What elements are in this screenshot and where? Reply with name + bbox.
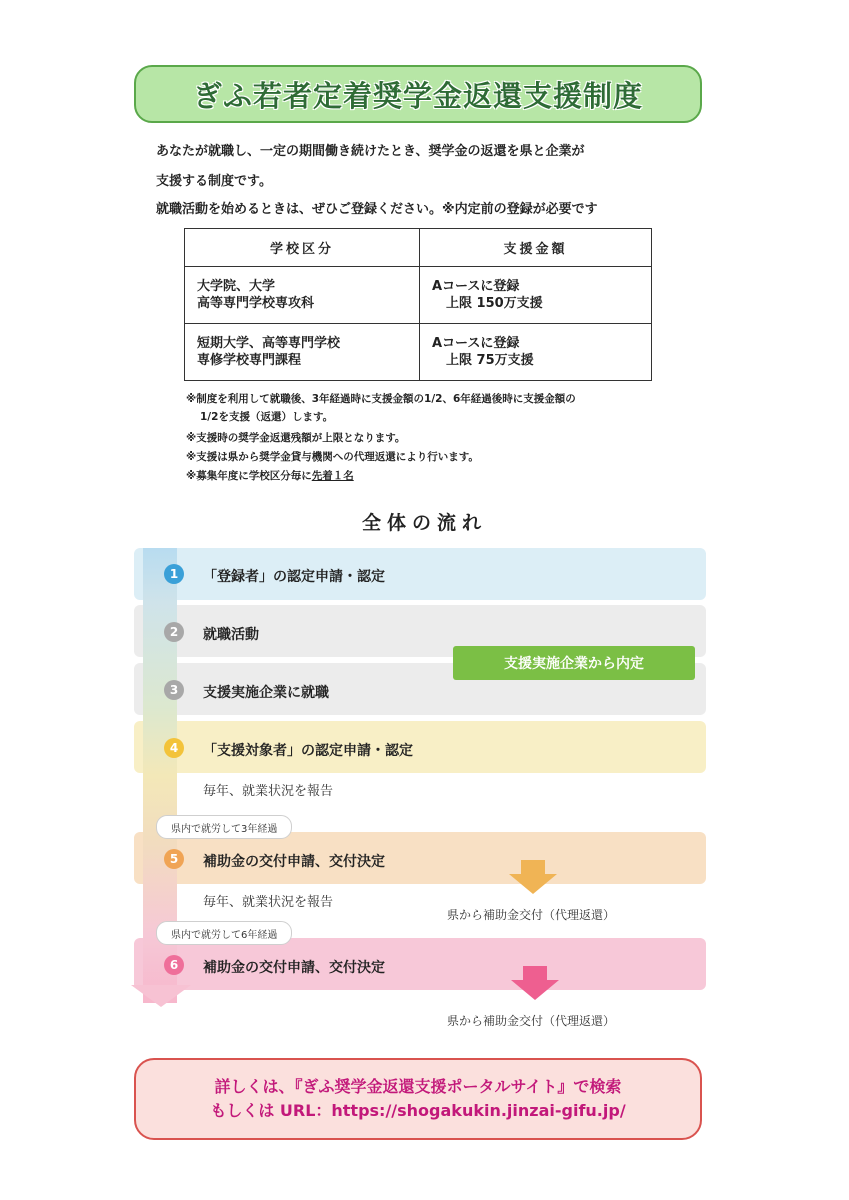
job-offer-badge: 支援実施企業から内定	[453, 646, 695, 680]
step-label: 「支援対象者」の認定申請・認定	[203, 743, 413, 759]
intro-line-2: 支援する制度です。	[156, 174, 272, 189]
page-title: ぎふ若者定着奨学金返還支援制度	[192, 78, 643, 113]
step-number-icon: 4	[164, 738, 184, 758]
support-amount-table	[184, 228, 652, 381]
six-year-pill: 県内で就労して6年経過	[156, 921, 292, 945]
step-number-icon: 6	[164, 955, 184, 975]
step-number-icon: 2	[164, 622, 184, 642]
step-label: 「登録者」の認定申請・認定	[203, 569, 385, 585]
table-cell-school	[185, 324, 420, 381]
amount-text: 上限 150万支援	[446, 296, 543, 311]
step-number-icon: 1	[164, 564, 184, 584]
grant-note-2: 県から補助金交付（代理返還）	[447, 1014, 616, 1028]
table-row	[185, 324, 652, 381]
step-number-icon: 5	[164, 849, 184, 869]
school-text: 専修学校専門課程	[197, 353, 302, 368]
note-3: ※支援は県から奨学金貸与機関への代理返還により行います。	[186, 451, 479, 463]
note-4-text: ※募集年度に学校区分毎に	[186, 470, 312, 482]
grant-arrow-1-head-icon	[509, 874, 557, 894]
table-header-school: 学校区分	[185, 229, 420, 267]
footer-line-1: 詳しくは、『ぎふ奨学金返還支援ポータルサイト』で検索	[214, 1077, 622, 1096]
note-4	[186, 468, 354, 483]
school-text: 高等専門学校専攻科	[197, 296, 315, 311]
step-number-icon: 3	[164, 680, 184, 700]
step-label: 補助金の交付申請、交付決定	[203, 960, 385, 976]
school-text: 短期大学、高等専門学校	[197, 336, 341, 351]
grant-arrow-2-icon	[523, 966, 547, 980]
flow-title: 全体の流れ	[361, 512, 487, 534]
table-header-row	[185, 229, 652, 267]
table-cell-amount	[420, 324, 652, 381]
step-label: 補助金の交付申請、交付決定	[203, 854, 385, 870]
footer-box	[134, 1058, 702, 1140]
grant-arrow-1-icon	[521, 860, 545, 874]
table-cell-amount	[420, 267, 652, 324]
note-1-cont: 1/2を支援（返還）します。	[200, 411, 334, 423]
flow-down-arrow-icon	[131, 985, 191, 1007]
school-text: 大学院、大学	[197, 279, 276, 294]
step-label: 就職活動	[203, 627, 259, 643]
grant-arrow-2-head-icon	[511, 980, 559, 1000]
note-4-underlined: 先着１名	[311, 470, 354, 482]
amount-text: Aコースに登録	[432, 336, 520, 351]
three-year-pill: 県内で就労して3年経過	[156, 815, 292, 839]
table-header-amount: 支援金額	[420, 229, 652, 267]
note-2: ※支援時の奨学金返還残額が上限となります。	[186, 432, 406, 444]
intro-line-3: 就職活動を始めるときは、ぜひご登録ください。※内定前の登録が必要です	[156, 202, 598, 217]
report-note-1: 毎年、就業状況を報告	[203, 784, 334, 799]
amount-text: 上限 75万支援	[446, 353, 534, 368]
amount-text: Aコースに登録	[432, 279, 520, 294]
table-row	[185, 267, 652, 324]
grant-note-1: 県から補助金交付（代理返還）	[447, 908, 616, 922]
table-cell-school	[185, 267, 420, 324]
title-banner	[134, 65, 702, 123]
step-label: 支援実施企業に就職	[203, 685, 329, 701]
intro-line-1: あなたが就職し、一定の期間働き続けたとき、奨学金の返還を県と企業が	[156, 144, 585, 159]
report-note-2: 毎年、就業状況を報告	[203, 895, 334, 910]
note-1: ※制度を利用して就職後、3年経過時に支援金額の1/2、6年経過後時に支援金額の	[186, 393, 576, 405]
footer-url[interactable]: もしくは URL：https://shogakukin.jinzai-gifu.jp/	[210, 1101, 626, 1120]
